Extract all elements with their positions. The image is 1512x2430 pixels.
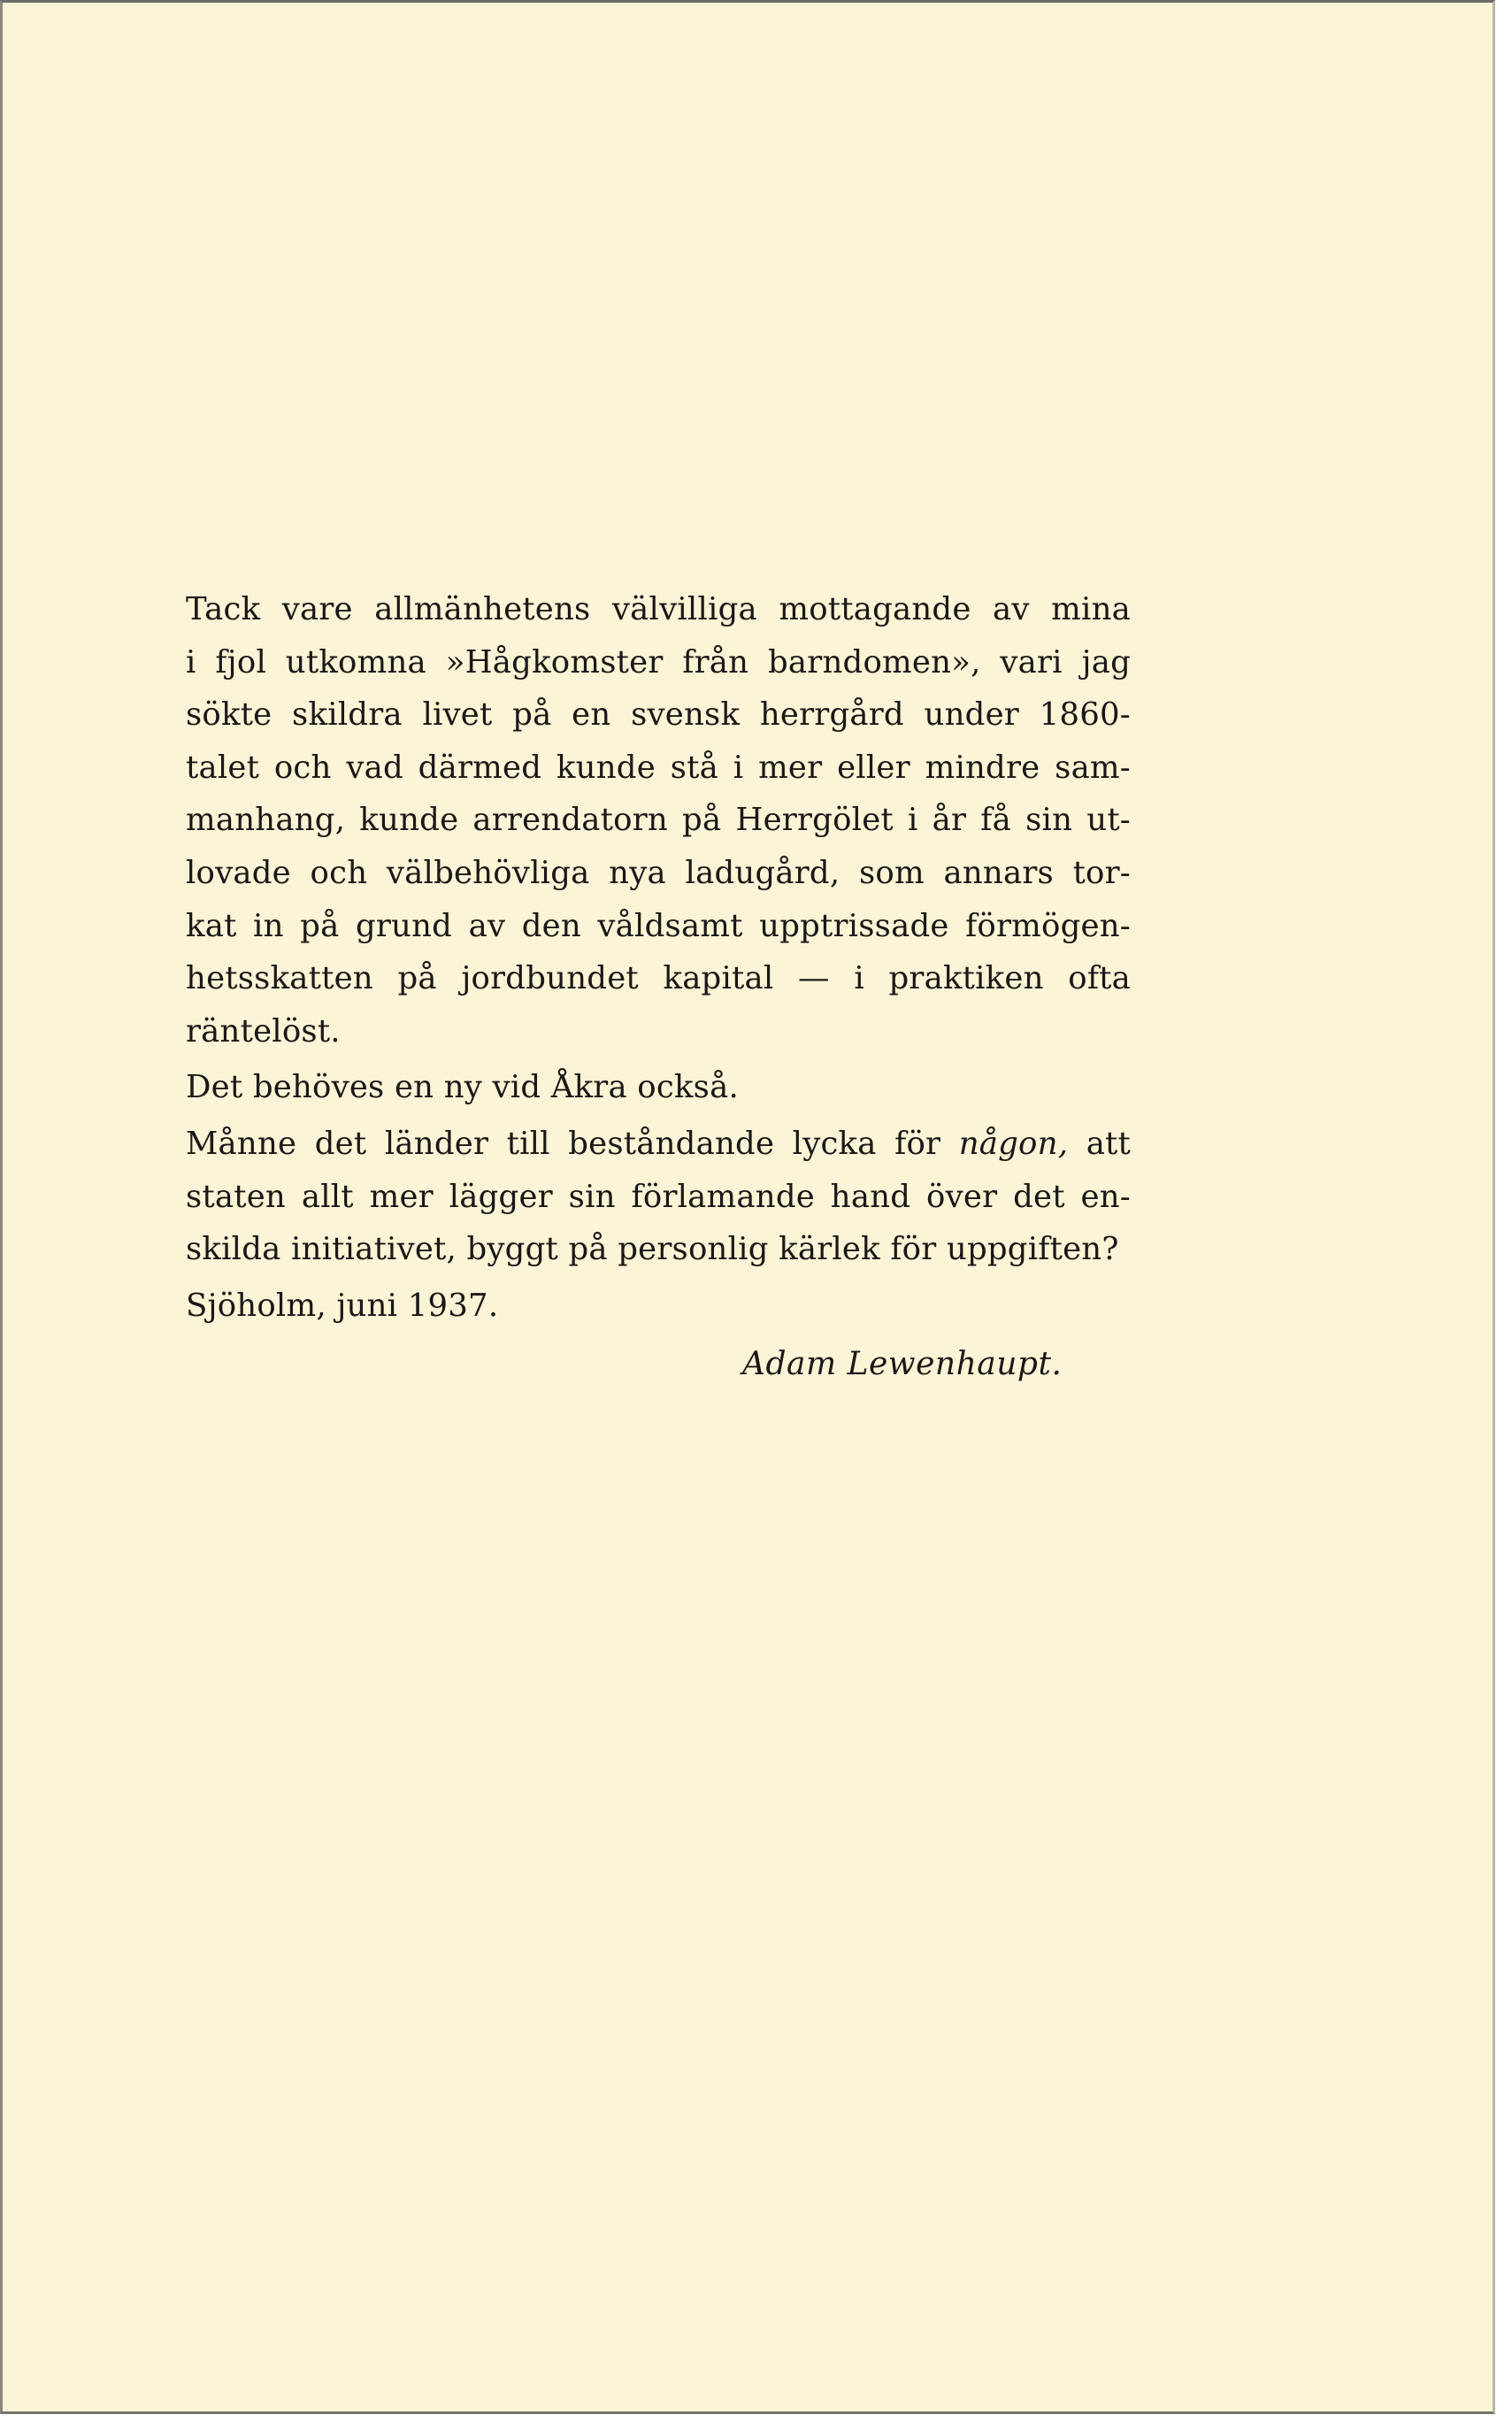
preface-text (186, 583, 1131, 1332)
paragraph-1-line-8: hetsskatten på jordbundet kapital — i praktiken ofta (186, 960, 1131, 997)
paragraph-1-line-1: Tack vare allmänhetens välvilliga mottagande av mina (186, 591, 1131, 627)
paragraph-1-line-3: sökte skildra livet på en svensk herrgård under 1860- (186, 696, 1131, 734)
author-signature: Adam Lewenhaupt. (742, 1346, 1063, 1382)
paragraph-3-line-1 (186, 1118, 1131, 1171)
paragraph-1-line-5: manhang, kunde arrendatorn på Herrgölet i år få sin ut- (186, 802, 1131, 839)
paragraph-3-line-3: skilda initiativet, byggt på personlig kärlek för uppgiften? (186, 1231, 1119, 1268)
paragraph-1-line-6: lovade och välbehövliga nya ladugård, som annars tor- (186, 854, 1131, 891)
emphasized-word: någon, (958, 1125, 1069, 1162)
paragraph-1-line-4: talet och vad därmed kunde stå i mer eller mindre sam- (186, 749, 1131, 786)
paragraph-1-line-9: räntelöst. (186, 1012, 341, 1050)
dateline: Sjöholm, juni 1937. (186, 1287, 499, 1324)
paragraph-3-line-1-start: Månne det länder till beståndande lycka för (186, 1125, 941, 1162)
paragraph-1-line-7: kat in på grund av den våldsamt upptrissade förmögen- (186, 907, 1131, 944)
paragraph-2: Det behöves en ny vid Åkra också. (186, 1069, 739, 1106)
paragraph-3-line-1-end: att (1086, 1125, 1131, 1162)
paragraph-1-line-2: i fjol utkomna »Hågkomster från barndomen», vari jag (186, 643, 1131, 681)
paragraph-3-line-2: staten allt mer lägger sin förlamande hand över det en- (186, 1178, 1131, 1215)
